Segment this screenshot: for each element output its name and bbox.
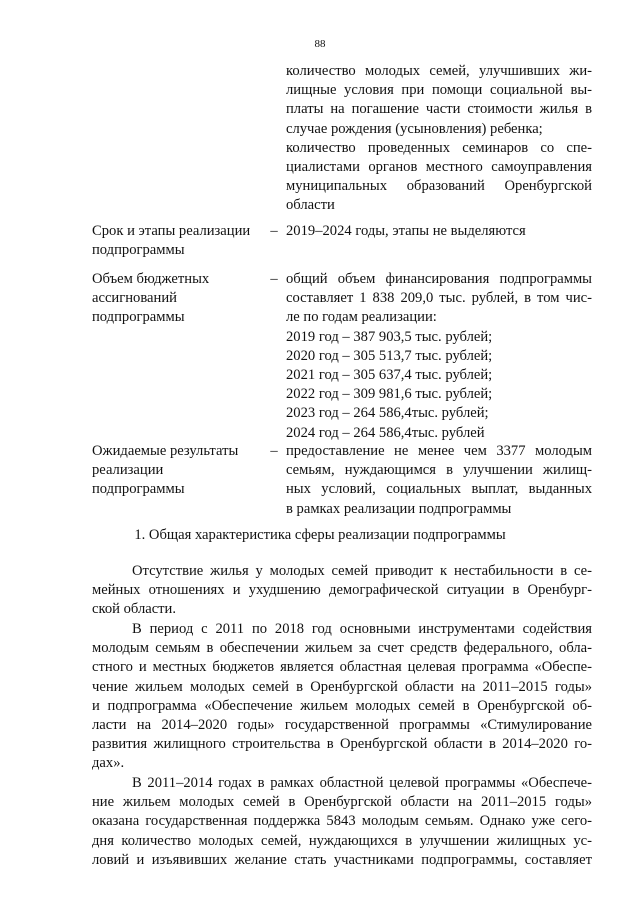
text-line: развития жилищного строительства в Оренбургской области в 2014–2020 го- [92, 736, 592, 753]
label-line: подпрограммы [92, 242, 185, 259]
text-line: циалистами органов местного самоуправления [286, 159, 592, 176]
label-line: Объем бюджетных [92, 271, 210, 287]
label-line: подпрограммы [92, 309, 185, 326]
paragraph [92, 562, 592, 620]
text-line: лищные условия при помощи социальной вы- [286, 82, 592, 99]
text-line: ловий и изъявивших желание стать участниками подпрограммы, составляет [92, 851, 592, 868]
value-line: ных условий, социальных выплат, выданных [286, 481, 592, 498]
value-line: 2023 год – 264 586,4тыс. рублей; [286, 405, 489, 422]
text-line: мейных отношениях и ухудшению демографической ситуации в Оренбург- [92, 582, 592, 599]
passport-row-label [92, 442, 262, 500]
value-line: семьям, нуждающимся в улучшении жилищ- [286, 462, 592, 479]
paragraph [92, 774, 592, 870]
text-line: ласти на 2014–2020 годы» государственной программы «Стимулирование [92, 717, 592, 734]
passport-row-dash: – [270, 271, 278, 287]
text-line: платы на погашение части стоимости жилья в [286, 101, 592, 118]
section-title: 1. Общая характеристика сферы реализации подпрограммы [134, 527, 506, 543]
value-line: ле по годам реализации: [286, 309, 437, 326]
value-line: 2024 год – 264 586,4тыс. рублей [286, 424, 485, 441]
text-line: случае рождения (усыновления) ребенка; [286, 120, 543, 137]
text-line: количество молодых семей, улучшивших жи- [286, 63, 592, 79]
text-line: ской области. [92, 601, 177, 618]
text-line: оказана государственная поддержка 5843 молодым семьям. Однако уже сего- [92, 813, 592, 830]
text-line: Отсутствие жилья у молодых семей приводит к нестабильности в се- [132, 563, 592, 579]
text-line: В 2011–2014 годах в рамках областной целевой программы «Обеспече- [132, 775, 592, 791]
text-line: чение жильем молодых семей в Оренбургской области на 2011–2015 годы» [92, 678, 592, 695]
passport-row-label [92, 222, 262, 260]
passport-row-dash: – [270, 223, 278, 239]
text-line: молодым семьям в обеспечении жильем за счет средств федерального, обла- [92, 640, 592, 657]
value-line: 2022 год – 309 981,6 тыс. рублей; [286, 386, 493, 403]
text-line: области [286, 197, 335, 214]
passport-row-value [286, 270, 592, 443]
passport-row-value [286, 442, 592, 519]
text-line: количество проведенных семинаров со спе- [286, 139, 592, 156]
page-number: 88 [314, 38, 326, 50]
text-line: стного и местных бюджетов является областная целевая программа «Обеспе- [92, 659, 592, 676]
passport-row-label [92, 270, 262, 328]
text-line: муниципальных образований Оренбургской [286, 178, 592, 195]
label-line: подпрограммы [92, 481, 185, 498]
value-line: 2021 год – 305 637,4 тыс. рублей; [286, 367, 493, 384]
text-line: ние жильем молодых семей в Оренбургской области на 2011–2015 годы» [92, 794, 592, 811]
paragraph [92, 620, 592, 774]
value-line: 2019 год – 387 903,5 тыс. рублей; [286, 328, 493, 345]
text-line: и подпрограмма «Обеспечение жильем молодых семей в Оренбургской об- [92, 697, 592, 714]
passport-row-dash: – [270, 443, 278, 459]
label-line: Ожидаемые результаты [92, 443, 239, 459]
value-line: предоставление не менее чем 3377 молодым [286, 443, 592, 459]
value-line: 2020 год – 305 513,7 тыс. рублей; [286, 347, 493, 364]
label-line: Срок и этапы реализации [92, 223, 251, 239]
value-line: составляет 1 838 209,0 тыс. рублей, в том чис- [286, 290, 592, 307]
value-line: 2019–2024 годы, этапы не выделяются [286, 223, 526, 239]
passport-continuation [286, 62, 592, 216]
label-line: реализации [92, 462, 164, 479]
text-line: В период с 2011 по 2018 год основными инструментами содействия [132, 621, 592, 637]
value-line: общий объем финансирования подпрограммы [286, 271, 592, 287]
value-line: в рамках реализации подпрограммы [286, 500, 512, 517]
text-line: дня количество молодых семей, нуждающихся в улучшении жилищных ус- [92, 832, 592, 849]
passport-row-value [286, 222, 592, 241]
text-line: дах». [92, 755, 125, 772]
label-line: ассигнований [92, 290, 177, 307]
